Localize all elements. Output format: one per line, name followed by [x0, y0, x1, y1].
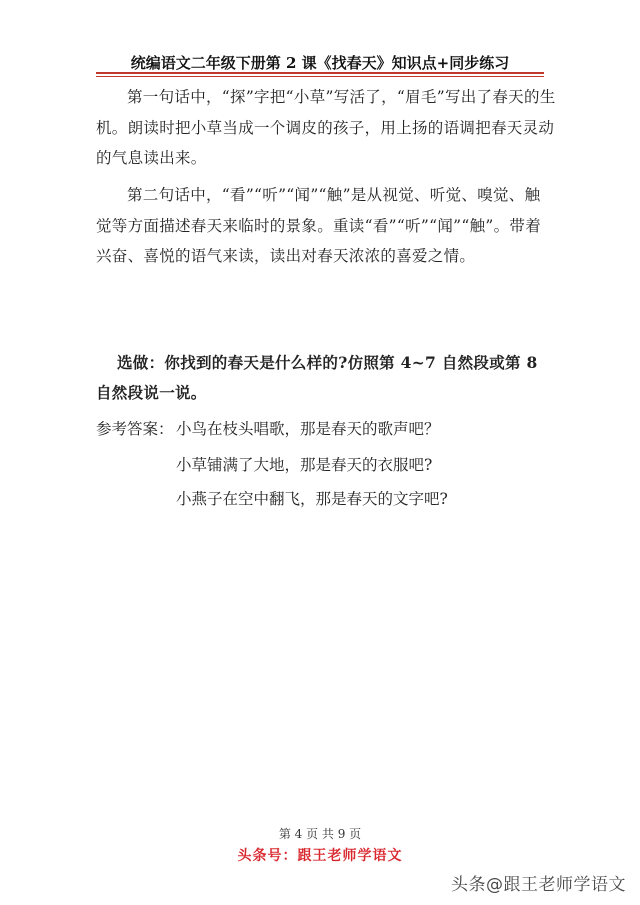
paragraph-first-sentence: 第一句话中，“探”字把“小草”写活了，“眉毛”写出了春天的生机。朗读时把小草当成一个调皮的孩子，用上扬的语调把春天灵动的气息读出来。	[96, 88, 556, 167]
toutiao-account: 头条号：跟王老师学语文	[237, 848, 403, 864]
paragraph-second-sentence: 第二句话中，“看”“听”“闻”“触”是从视觉、听觉、嗅觉、触觉等方面描述春天来临时的景象。重读“看”“听”“闻”“触”。带着兴奋、喜悦的语气来读，读出对春天浓浓的喜爱之情。	[96, 186, 541, 265]
answer-line-1: 小鸟在枝头唱歌，那是春天的歌声吧？	[176, 420, 440, 438]
answer-line-2: 小草铺满了大地，那是春天的衣服吧?	[176, 456, 433, 474]
header-rule-thin	[96, 76, 544, 77]
optional-task: 选做：你找到的春天是什么样的?仿照第 4~7 自然段或第 8 自然段说一说。	[96, 353, 538, 402]
watermark: 头条@跟王老师学语文	[451, 875, 626, 895]
page-header-title: 统编语文二年级下册第 2 课《找春天》知识点+同步练习	[130, 54, 510, 72]
answer-line-3: 小燕子在空中翻飞，那是春天的文字吧?	[176, 490, 448, 508]
page-number: 第 4 页 共 9 页	[278, 827, 362, 841]
answer-label: 参考答案：	[96, 420, 174, 438]
header-rule-thick	[96, 72, 544, 74]
